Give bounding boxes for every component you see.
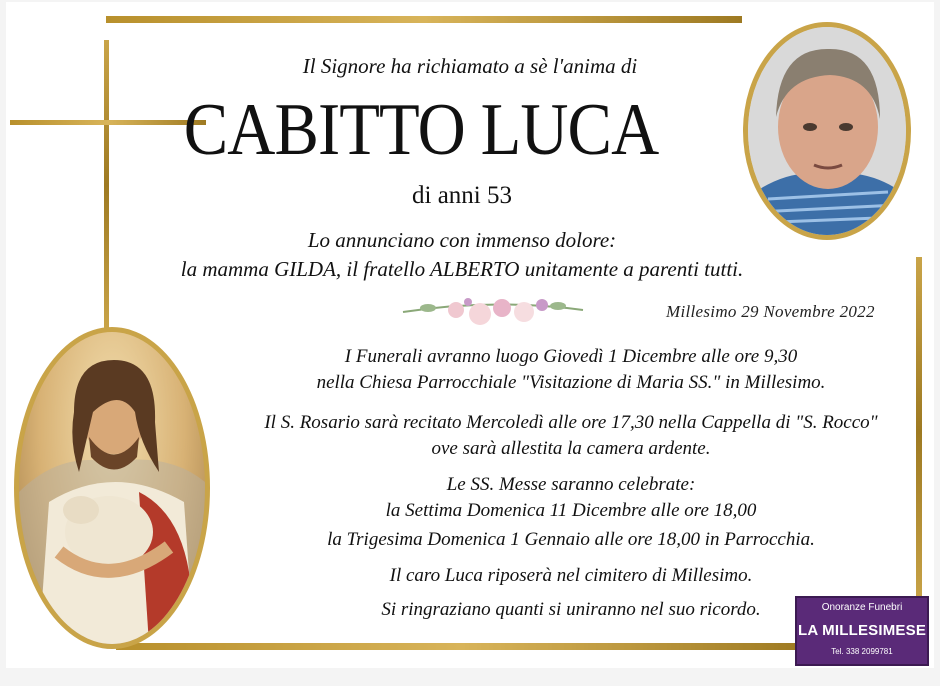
deceased-age: di anni 53 xyxy=(412,182,512,209)
funeral-line-1: I Funerali avranno luogo Giovedì 1 Dicembre alle ore 9,30 xyxy=(344,346,798,367)
burial-text: Il caro Luca riposerà nel cimitero di Millesimo. xyxy=(389,565,753,586)
rosary-line-1: Il S. Rosario sarà recitato Mercoledì alle ore 17,30 nella Cappella di "S. Rocco" xyxy=(264,412,878,433)
announcement-line-1: Lo annunciano con immenso dolore: xyxy=(307,228,617,252)
place-and-date: Millesimo 29 Novembre 2022 xyxy=(666,302,875,321)
obituary-notice xyxy=(6,2,934,668)
funeral-line-2: nella Chiesa Parrocchiale "Visitazione di Maria SS." in Millesimo. xyxy=(316,372,826,393)
top-gold-line xyxy=(106,16,742,23)
rosary-line-2: ove sarà allestita la camera ardente. xyxy=(431,438,711,459)
agency-name: LA MILLESIMESE xyxy=(797,622,927,639)
agency-phone: Tel. 338 2099781 xyxy=(831,647,893,656)
funeral-agency-logo xyxy=(795,596,929,666)
announcement-line-2: la mamma GILDA, il fratello ALBERTO unitamente a parenti tutti. xyxy=(180,257,744,281)
bottom-gold-line xyxy=(116,643,806,650)
agency-header: Onoranze Funebri xyxy=(821,602,903,613)
deceased-name: CABITTO LUCA xyxy=(183,89,659,171)
masses-heading: Le SS. Messe saranno celebrate: xyxy=(446,474,696,495)
intro-text: Il Signore ha richiamato a sè l'anima di xyxy=(302,54,638,78)
masses-line-2: la Trigesima Domenica 1 Gennaio alle ore 18,00 in Parrocchia. xyxy=(327,529,815,550)
thanks-text: Si ringraziano quanti si uniranno nel suo ricordo. xyxy=(381,599,761,620)
floral-decoration-icon xyxy=(398,290,588,330)
masses-line-1: la Settima Domenica 11 Dicembre alle ore 18,00 xyxy=(385,500,757,521)
jesus-with-lamb-image xyxy=(14,327,210,649)
